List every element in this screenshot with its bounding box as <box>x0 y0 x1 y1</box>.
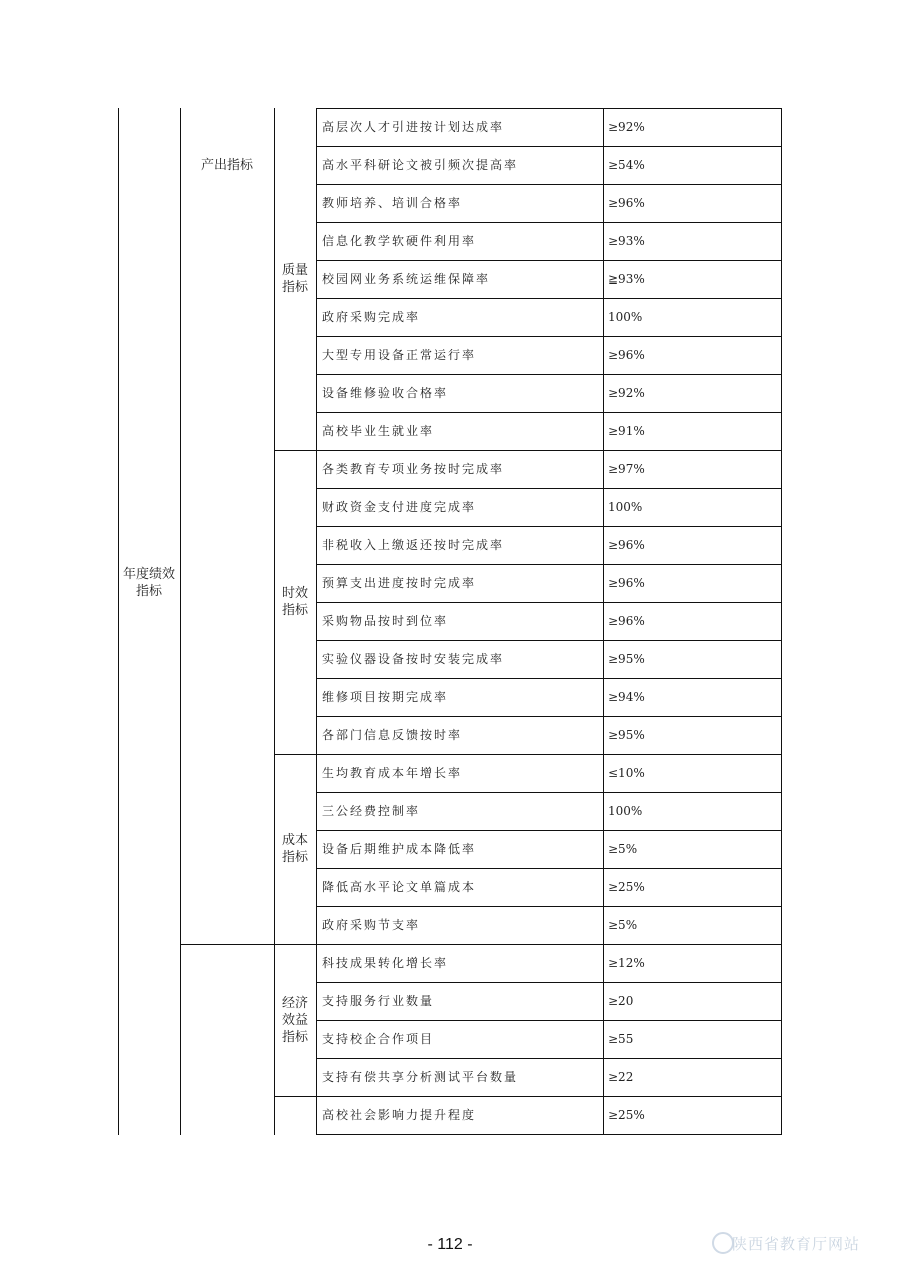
indicator-value: ≥20 <box>608 994 634 1008</box>
row-line <box>316 412 782 413</box>
row-line <box>316 374 782 375</box>
indicator-value: ≥96% <box>608 576 645 590</box>
indicator-name: 支持服务行业数量 <box>322 994 435 1008</box>
indicator-name: 高层次人才引进按计划达成率 <box>322 120 505 134</box>
indicator-name: 科技成果转化增长率 <box>322 956 449 970</box>
indicator-value: ≥95% <box>608 728 645 742</box>
row-line <box>316 678 782 679</box>
indicator-name: 财政资金支付进度完成率 <box>322 500 477 514</box>
indicator-value: ≥96% <box>608 614 645 628</box>
indicator-name: 各部门信息反馈按时率 <box>322 728 463 742</box>
indicator-group-label: 质量 指标 <box>281 263 308 295</box>
row-line <box>316 564 782 565</box>
row-line <box>316 526 782 527</box>
indicator-group-label: 经济 效益 指标 <box>281 995 308 1045</box>
indicator-value: ≥97% <box>608 462 645 476</box>
indicator-group-label: 成本 指标 <box>281 833 308 865</box>
indicator-value: ≥55 <box>608 1032 634 1046</box>
col-line-name-left <box>316 108 317 1135</box>
indicator-name: 支持有偿共享分析测试平台数量 <box>322 1070 519 1084</box>
row-line <box>316 260 782 261</box>
indicator-value: ≥54% <box>608 158 645 172</box>
row-line <box>316 222 782 223</box>
indicator-name: 设备后期维护成本降低率 <box>322 842 477 856</box>
level2-line <box>180 944 274 945</box>
row-line <box>316 830 782 831</box>
indicator-name: 维修项目按期完成率 <box>322 690 449 704</box>
indicator-value: ≥96% <box>608 196 645 210</box>
row-line <box>316 868 782 869</box>
indicator-name: 非税收入上缴返还按时完成率 <box>322 538 505 552</box>
row-line <box>316 602 782 603</box>
indicator-value: ≥91% <box>608 424 645 438</box>
row-line <box>316 450 782 451</box>
row-line <box>316 488 782 489</box>
group-line <box>274 944 316 945</box>
indicator-group-label: 时效 指标 <box>281 586 308 618</box>
row-line <box>316 906 782 907</box>
indicator-name: 政府采购完成率 <box>322 310 421 324</box>
watermark: 陕西省教育厅网站 <box>732 1235 861 1253</box>
indicator-value: ≥96% <box>608 348 645 362</box>
indicator-value: ≥12% <box>608 956 645 970</box>
row-line <box>316 1058 782 1059</box>
group-line <box>274 1096 316 1097</box>
row-line <box>316 1096 782 1097</box>
annual-performance-indicator-label: 年度绩效 指标 <box>122 567 175 599</box>
indicator-name: 生均教育成本年增长率 <box>322 766 463 780</box>
row-line <box>316 640 782 641</box>
row-line <box>316 184 782 185</box>
indicator-value: ≥5% <box>608 842 638 856</box>
indicator-name: 各类教育专项业务按时完成率 <box>322 462 505 476</box>
indicator-value: ≥92% <box>608 386 645 400</box>
col-line-value-left <box>603 108 604 1135</box>
indicator-value: ≤10% <box>608 766 645 780</box>
row-line <box>316 298 782 299</box>
indicator-name: 支持校企合作项目 <box>322 1032 435 1046</box>
indicator-name: 采购物品按时到位率 <box>322 614 449 628</box>
row-line <box>316 146 782 147</box>
row-line <box>316 792 782 793</box>
indicator-name: 大型专用设备正常运行率 <box>322 348 477 362</box>
indicator-value: ≧93% <box>608 272 645 286</box>
indicator-name: 降低高水平论文单篇成本 <box>322 880 477 894</box>
indicator-name: 三公经费控制率 <box>322 804 421 818</box>
indicator-value: ≥92% <box>608 120 645 134</box>
indicator-value: ≥5% <box>608 918 638 932</box>
indicator-value: ≥96% <box>608 538 645 552</box>
indicator-value: ≥94% <box>608 690 645 704</box>
indicator-value: 100% <box>608 310 643 324</box>
row-line <box>316 336 782 337</box>
row-line <box>316 1134 782 1135</box>
page-number: - 112 - <box>427 1236 473 1253</box>
indicator-name: 高水平科研论文被引频次提高率 <box>322 158 519 172</box>
indicator-name: 政府采购节支率 <box>322 918 421 932</box>
row-line-top <box>316 108 782 109</box>
watermark-logo-icon <box>712 1232 734 1254</box>
group-line <box>274 450 316 451</box>
row-line <box>316 754 782 755</box>
indicator-name: 实验仪器设备按时安装完成率 <box>322 652 505 666</box>
indicator-value: ≥95% <box>608 652 645 666</box>
col-line-right <box>781 108 782 1135</box>
indicator-value: ≥25% <box>608 1108 645 1122</box>
indicator-name: 高校社会影响力提升程度 <box>322 1108 477 1122</box>
indicator-name: 校园网业务系统运维保障率 <box>322 272 491 286</box>
col-line-level2-left <box>180 108 181 1135</box>
output-indicator-label: 产出指标 <box>200 158 253 173</box>
indicator-name: 预算支出进度按时完成率 <box>322 576 477 590</box>
row-line <box>316 1020 782 1021</box>
indicator-name: 信息化教学软硬件利用率 <box>322 234 477 248</box>
row-line <box>316 716 782 717</box>
indicator-value: ≥22 <box>608 1070 634 1084</box>
indicator-value: ≥25% <box>608 880 645 894</box>
row-line <box>316 944 782 945</box>
indicator-name: 高校毕业生就业率 <box>322 424 435 438</box>
group-line <box>274 754 316 755</box>
row-line <box>316 982 782 983</box>
indicator-name: 设备维修验收合格率 <box>322 386 449 400</box>
indicator-value: 100% <box>608 804 643 818</box>
indicator-value: ≥93% <box>608 234 645 248</box>
indicator-value: 100% <box>608 500 643 514</box>
indicator-name: 教师培养、培训合格率 <box>322 196 463 210</box>
col-line-level1-left <box>118 108 119 1135</box>
